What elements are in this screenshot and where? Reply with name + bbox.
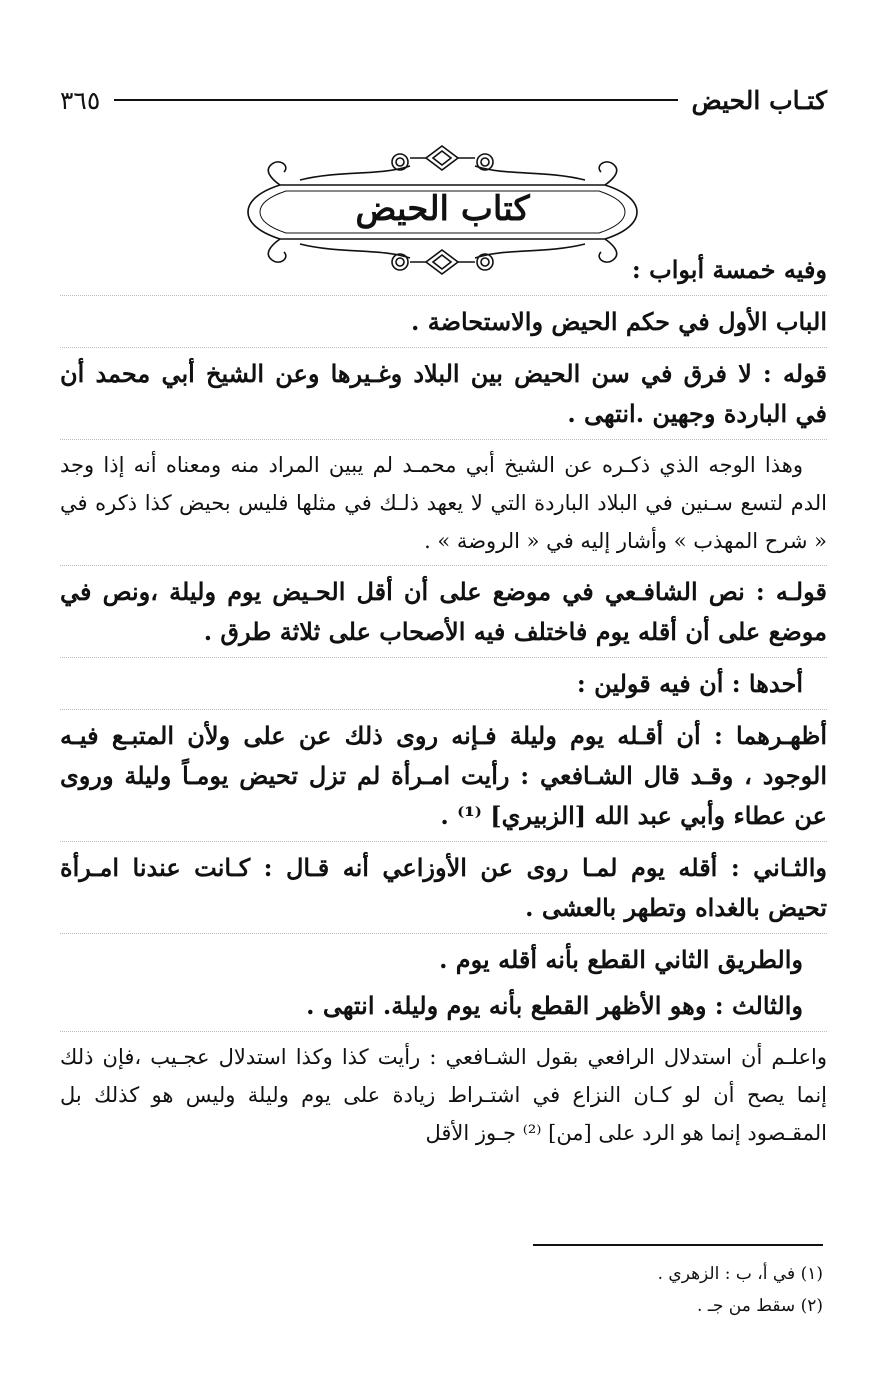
running-title: كتـاب الحيض [691,85,827,115]
intro-line: وفيه خمسة أبواب : [631,255,827,284]
footnote-2: (٢) سقط من جـ . [697,1296,823,1316]
header-rule [114,99,677,101]
main-text [60,250,827,1152]
quote-paragraph: والثـاني : أقله يوم لمـا روى عن الأوزاعي أنه قـال : كـانت عندنا امـرأة تحيض بالغداه وتطهر بالعشى . [60,853,828,922]
separator [60,565,827,566]
separator [60,439,827,440]
separator [60,347,827,348]
running-header [60,78,827,122]
page-number: ٣٦٥ [60,85,101,115]
commentary-paragraph: وهذا الوجه الذي ذكـره عن الشيخ أبي محمـد لم يبين المراد منه ومعناه أنه إذا وجد الدم لتسع سـنين في البلاد الباردة التي لا يعهد ذلـك في مثلها فليس بحيض كذا ذكره في « شرح المهذب » وأشار إليه في « الروضة » . [60,453,827,553]
footnote-1: (١) في أ، ب : الزهري . [657,1264,823,1284]
separator [60,1031,827,1032]
footnotes [60,1258,823,1322]
separator [60,933,827,934]
quote-paragraph: والثالث : وهو الأظهر القطع بأنه يوم وليلة. انتهى . [306,991,803,1020]
quote-paragraph: أظهـرهما : أن أقـله يوم وليلة فـإنه روى ذلك عن على ولأن المتبـع فيـه الوجود ، وقـد قال الشـافعي : رأيت امـرأة لم تزل تحيض يومـاً وليلة وروى عن عطاء وأبي عبد الله [الزبيري] ⁽¹⁾ . [60,721,827,830]
footnote-rule [533,1244,823,1246]
separator [60,709,827,710]
quote-paragraph: قوله : لا فرق في سن الحيض بين البلاد وغـيرها وعن الشيخ أبي محمد أن في الباردة وجهين .انتهى . [60,359,827,428]
separator [60,841,827,842]
quote-paragraph: أحدها : أن فيه قولين : [576,669,803,698]
section-heading: الباب الأول في حكم الحيض والاستحاضة . [410,307,827,336]
separator [60,657,827,658]
commentary-paragraph: واعلـم أن استدلال الرافعي بقول الشـافعي : رأيت كذا وكذا استدلال عجـيب ،فإن ذلك إنما يصح أن لو كـان النزاع في اشتـراط زيادة على يوم وليلة وليس هو كذلك بل المقـصود إنما هو الرد على [من] ⁽²⁾ جـوز الأقل [60,1045,827,1145]
separator [60,295,827,296]
quote-paragraph: والطريق الثاني القطع بأنه أقله يوم . [439,945,803,974]
quote-paragraph: قولـه : نص الشافـعي في موضع على أن أقل الحـيض يوم وليلة ،ونص في موضع على أن أقله يوم فاختلف فيه الأصحاب على ثلاثة طرق . [60,577,827,646]
chapter-title: كتاب الحيض [355,189,530,229]
